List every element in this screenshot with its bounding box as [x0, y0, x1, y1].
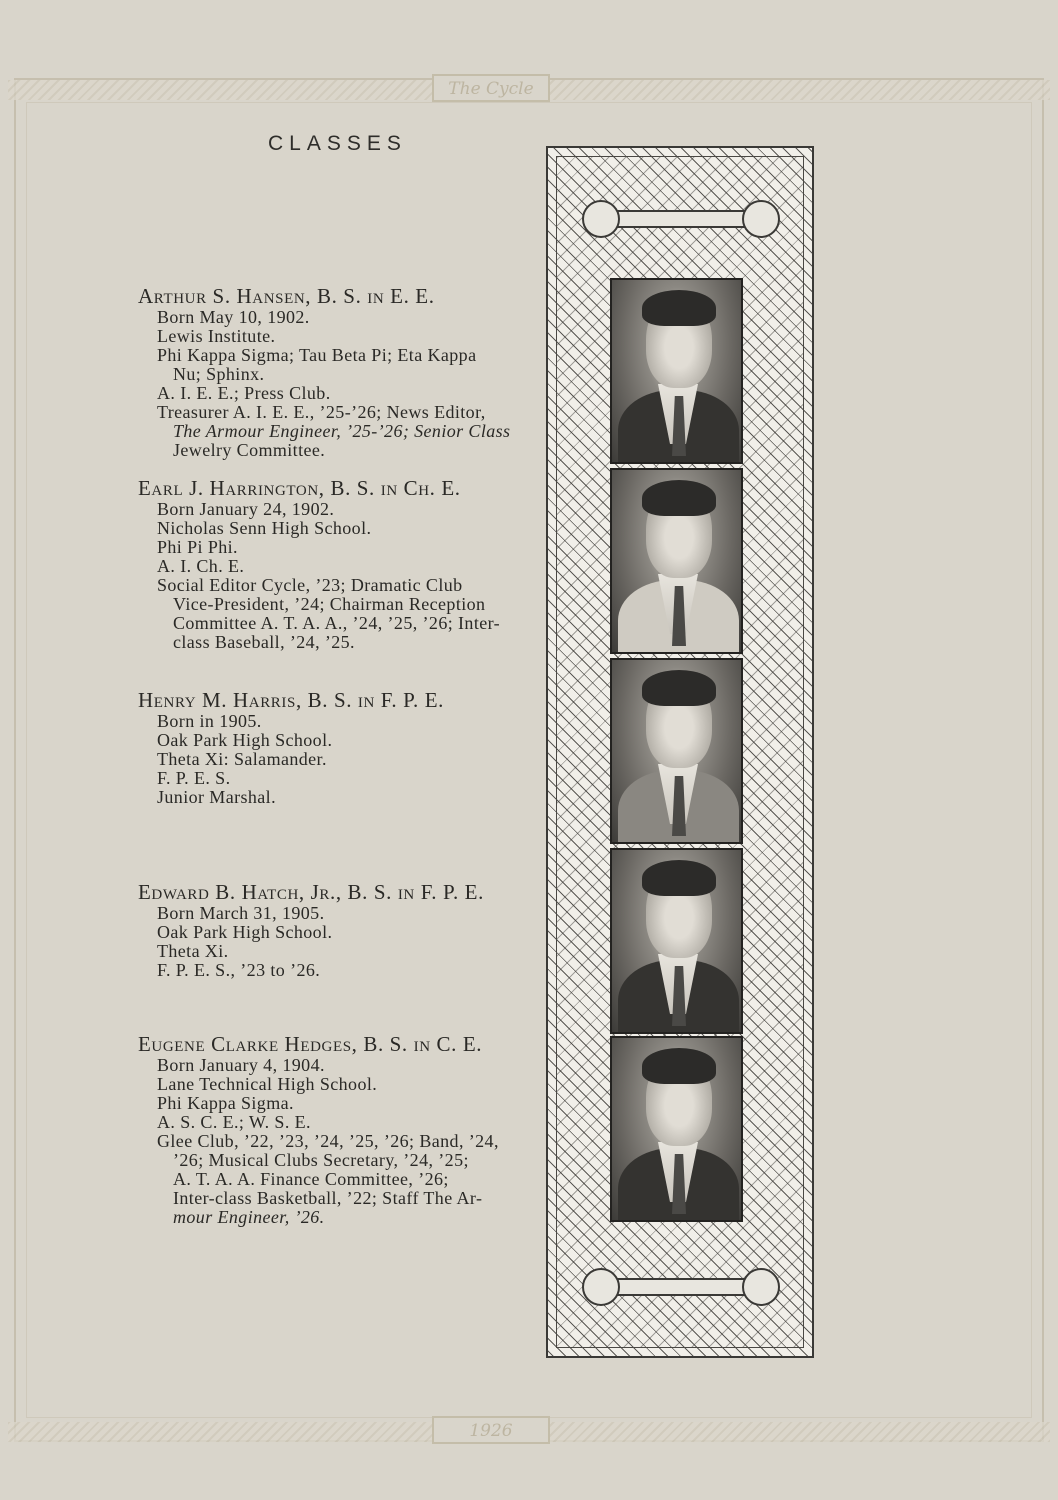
entry-line: Oak Park High School. [157, 730, 333, 750]
portrait-photo-hansen [610, 278, 743, 464]
entry-line: Committee A. T. A. A., ’24, ’25, ’26; Inter- [173, 613, 501, 633]
entry-line: Born in 1905. [157, 711, 262, 731]
entry-line: Born January 24, 1902. [157, 499, 335, 519]
entry-line: F. P. E. S. [157, 768, 231, 788]
entry-hansen [138, 284, 518, 460]
entry-name: Arthur S. Hansen, B. S. in E. E. [138, 284, 435, 308]
entry-line: Born May 10, 1902. [157, 307, 310, 327]
entry-line: Nicholas Senn High School. [157, 518, 372, 538]
entry-line: Lane Technical High School. [157, 1074, 378, 1094]
entry-name: Henry M. Harris, B. S. in F. P. E. [138, 688, 445, 712]
fleur-ornament-icon [588, 1278, 774, 1296]
footer-year: 1926 [432, 1416, 550, 1444]
entry-line: Phi Kappa Sigma; Tau Beta Pi; Eta Kappa [157, 345, 477, 365]
entry-line: Vice-President, ’24; Chairman Reception [173, 594, 486, 614]
entry-name: Edward B. Hatch, Jr., B. S. in F. P. E. [138, 880, 484, 904]
entry-line: Treasurer A. I. E. E., ’25-’26; News Editor, [157, 402, 486, 422]
entry-hatch [138, 880, 518, 980]
fleur-ornament-icon [588, 210, 774, 228]
entry-line: Jewelry Committee. [173, 440, 326, 460]
entry-line: A. I. E. E.; Press Club. [157, 383, 331, 403]
entry-line: A. T. A. A. Finance Committee, ’26; [173, 1169, 449, 1189]
portrait-photo-harris [610, 658, 743, 844]
entry-line: F. P. E. S., ’23 to ’26. [157, 960, 321, 980]
entry-line: Theta Xi. [157, 941, 229, 961]
entry-line: ’26; Musical Clubs Secretary, ’24, ’25; [173, 1150, 469, 1170]
entry-line: A. S. C. E.; W. S. E. [157, 1112, 311, 1132]
entry-line: The Armour Engineer, ’25-’26; Senior Class [173, 421, 511, 441]
entry-harris [138, 688, 518, 807]
entry-harrington [138, 476, 518, 652]
entry-line: Oak Park High School. [157, 922, 333, 942]
portrait-photo-hedges [610, 1036, 743, 1222]
entry-line: mour Engineer, ’26. [173, 1207, 325, 1227]
entry-line: Inter-class Basketball, ’22; Staff The Ar- [173, 1188, 483, 1208]
entry-line: Born March 31, 1905. [157, 903, 325, 923]
entry-line: Lewis Institute. [157, 326, 276, 346]
entry-line: A. I. Ch. E. [157, 556, 245, 576]
entry-name: Earl J. Harrington, B. S. in Ch. E. [138, 476, 461, 500]
portrait-photo-hatch [610, 848, 743, 1034]
entry-line: Social Editor Cycle, ’23; Dramatic Club [157, 575, 463, 595]
entry-line: class Baseball, ’24, ’25. [173, 632, 355, 652]
page-title: CLASSES [268, 132, 407, 155]
portrait-photo-harrington [610, 468, 743, 654]
entry-name: Eugene Clarke Hedges, B. S. in C. E. [138, 1032, 483, 1056]
entry-line: Phi Pi Phi. [157, 537, 238, 557]
entry-line: Junior Marshal. [157, 787, 276, 807]
entry-line: Theta Xi: Salamander. [157, 749, 327, 769]
entry-line: Nu; Sphinx. [173, 364, 265, 384]
entry-line: Born January 4, 1904. [157, 1055, 325, 1075]
entry-hedges [138, 1032, 518, 1227]
header-book-title: The Cycle [432, 74, 550, 102]
entry-line: Phi Kappa Sigma. [157, 1093, 294, 1113]
entry-line: Glee Club, ’22, ’23, ’24, ’25, ’26; Band, ’24, [157, 1131, 499, 1151]
